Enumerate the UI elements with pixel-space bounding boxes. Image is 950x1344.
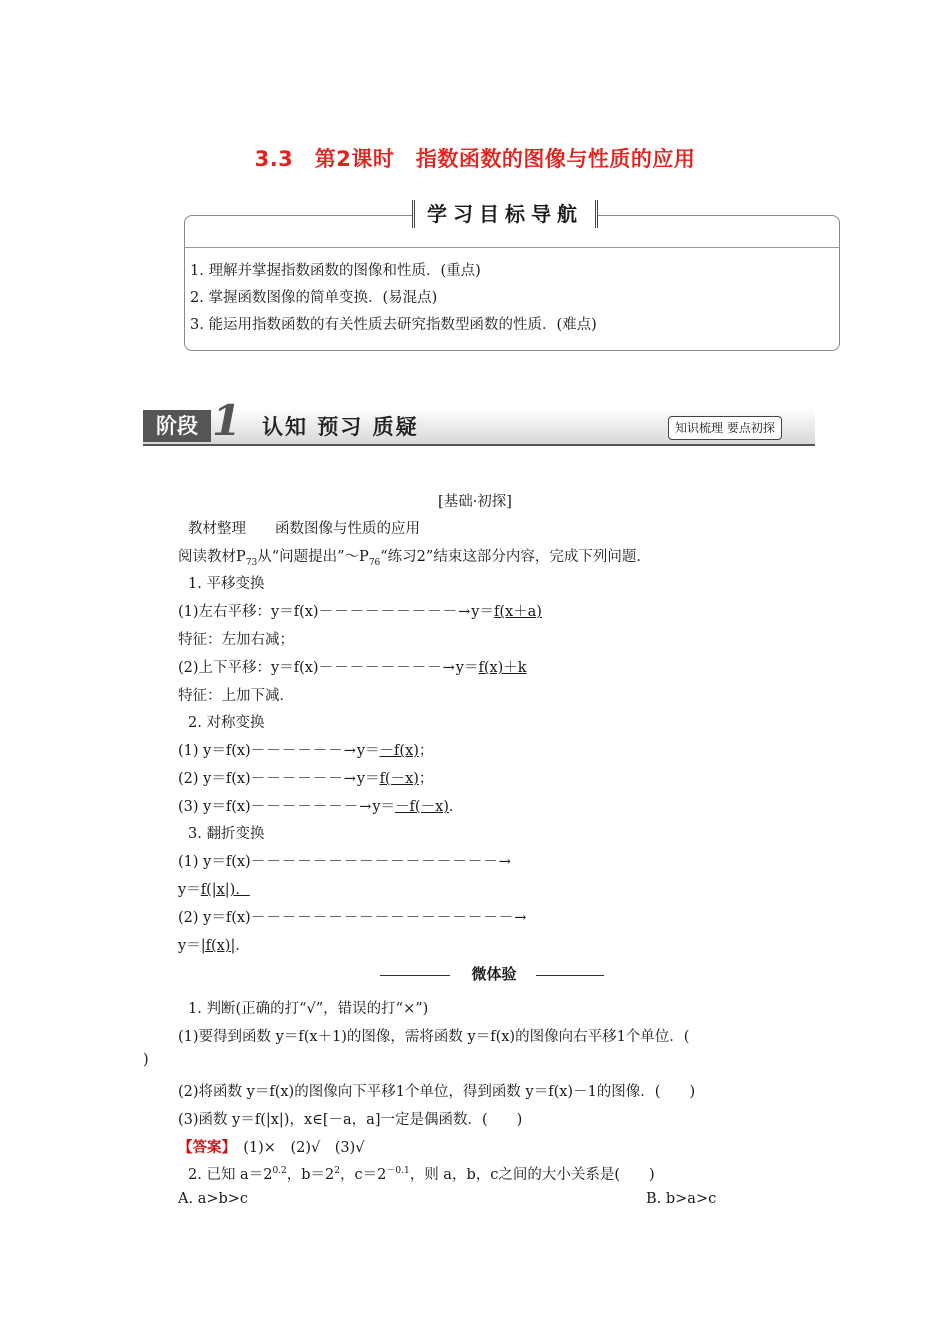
feature-note: 特征：左加右减；	[178, 632, 294, 648]
divider-right	[536, 975, 604, 976]
subsection-heading: 1. 平移变换	[188, 576, 265, 592]
option-a: A. a>b>c	[178, 1191, 249, 1207]
reading-instruction: 阅读教材$P_{73}$从“问题提出$”\sim P_{76}“$练习2”结束这部分内容，完成下列问题．	[178, 549, 651, 568]
formula-line: (1)左右平移：y＝f(x)－－－－－－－－－→y＝f(x＋a)	[178, 604, 542, 620]
goal-item: 3. 能运用指数函数的有关性质去研究指数型函数的性质．(难点)	[190, 317, 597, 333]
answer-tag: 【答案】	[178, 1139, 229, 1156]
stage-tag: 知识梳理 要点初探	[668, 416, 782, 440]
answer-line: 【答案】 (1)× (2)√ (3)√	[178, 1139, 365, 1156]
subsection-heading: 3. 翻折变换	[188, 826, 265, 842]
formula-line: (2) y＝f(x)－－－－－－－－－－－－－－－－－→	[178, 910, 528, 926]
formula-result: y＝|f(x)|．	[178, 938, 250, 954]
question: 2. 已知 $a=2^{0.2}$，$b=2^2$，$c=2^{-0.1}$，则 a，b，c之间的大小关系是( )	[188, 1166, 655, 1183]
material-heading: 教材整理 函数图像与性质的应用	[188, 521, 420, 537]
question-item-end: )	[143, 1052, 149, 1068]
stage-title: 认知 预习 质疑	[262, 415, 419, 439]
goals-divider	[184, 247, 840, 248]
micro-heading: 微体验	[471, 965, 517, 983]
goal-item: 2. 掌握函数图像的简单变换．(易混点)	[190, 290, 438, 306]
divider-left	[380, 975, 450, 976]
formula-result: y＝f(|x|)．	[178, 882, 250, 898]
section-header: [基础·初探]	[438, 494, 512, 510]
goals-heading: 学习目标导航	[412, 200, 598, 228]
feature-note: 特征：上加下减．	[178, 688, 294, 704]
formula-line: (1) y＝f(x)－－－－－－→y＝－f(x)；	[178, 743, 434, 759]
formula-line: (1) y＝f(x)－－－－－－－－－－－－－－－－→	[178, 854, 512, 870]
stage-number: 1	[212, 396, 242, 445]
formula-line: (3) y＝f(x)－－－－－－－→y＝－f(－x)．	[178, 799, 464, 815]
formula-line: (2) y＝f(x)－－－－－－→y＝f(－x)；	[178, 771, 434, 787]
option-b: B. b>a>c	[646, 1191, 717, 1207]
subsection-heading: 2. 对称变换	[188, 715, 265, 731]
question-item: (1)要得到函数 y＝f(x＋1)的图像，需将函数 y＝f(x)的图像向右平移1个单位．(	[178, 1029, 690, 1045]
stage-label: 阶段	[143, 410, 211, 442]
goal-item: 1. 理解并掌握指数函数的图像和性质．(重点)	[190, 263, 481, 279]
page-title: 3.3 第2课时 指数函数的图像与性质的应用	[254, 147, 696, 171]
question-item: (2)将函数 y＝f(x)的图像向下平移1个单位，得到函数 y＝f(x)－1的图像．( )	[178, 1084, 696, 1100]
question-item: (3)函数 y＝f(|x|)，x∈[－a，a]一定是偶函数．( )	[178, 1112, 523, 1128]
question: 1. 判断(正确的打“√”，错误的打“×”)	[188, 1001, 429, 1017]
formula-line: (2)上下平移：y＝f(x)－－－－－－－－→y＝f(x)＋k	[178, 660, 527, 676]
